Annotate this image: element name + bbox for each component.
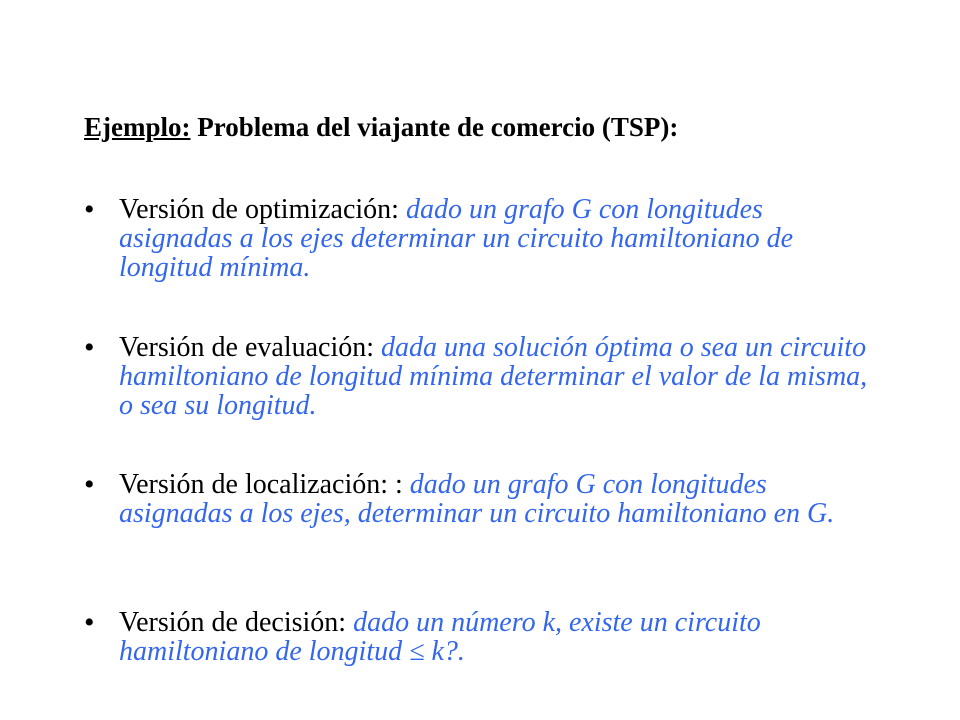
bullet-dot: • (84, 331, 95, 364)
bullet-label: Versión de optimización: (119, 194, 406, 225)
heading-underlined-label: Ejemplo: (84, 112, 191, 142)
bullet-dot: • (84, 193, 95, 226)
bullet-text (119, 333, 879, 420)
bullet-dot: • (84, 606, 95, 639)
bullet-description: dado un número k, existe un circuito hamiltoniano de longitud ≤ k?. (119, 607, 761, 667)
bullet-description: dada una solución óptima o sea un circuito hamiltoniano de longitud mínima determinar el valor de la misma, o sea su longitud. (119, 332, 868, 421)
bullet-text (119, 195, 879, 282)
slide-heading (84, 112, 678, 143)
heading-title: Problema del viajante de comercio (TSP): (190, 112, 679, 142)
bullet-label: Versión de localización: : (119, 469, 410, 500)
bullet-description: dado un grafo G con longitudes asignadas a los ejes, determinar un circuito hamiltoniano en G. (119, 469, 835, 529)
bullet-description: dado un grafo G con longitudes asignadas a los ejes determinar un circuito hamiltoniano de longitud mínima. (119, 194, 794, 283)
bullet-dot: • (84, 468, 95, 501)
bullet-text (119, 608, 879, 666)
bullet-text (119, 470, 879, 528)
bullet-label: Versión de evaluación: (119, 332, 382, 363)
bullet-label: Versión de decisión: (119, 607, 354, 638)
